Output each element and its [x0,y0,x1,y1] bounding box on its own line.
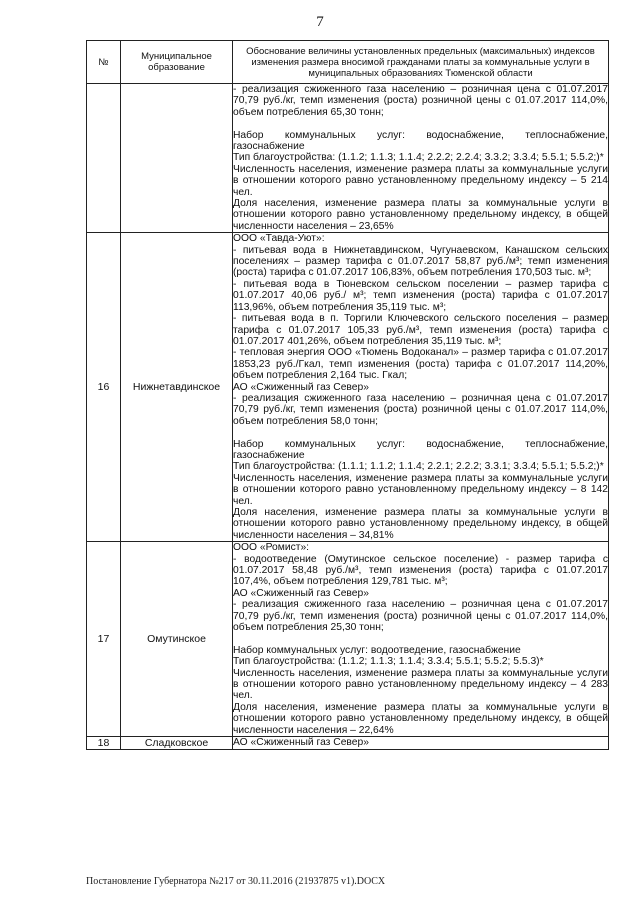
text-paragraph: Доля населения, изменение размера платы за коммунальные услуги в отношении которого равно установленному предельному индексу, в общей численности населения – 22,64% [233,701,608,736]
text-paragraph: Численность населения, изменение размера платы за коммунальные услуги в отношении которого равно установленному предельному индексу – 4 283 чел. [233,667,608,702]
indices-table [86,40,609,750]
text-paragraph: АО «Сжиженный газ Север» [233,737,369,749]
text-paragraph: Тип благоустройства: (1.1.1; 1.1.2; 1.1.4; 2.2.1; 2.2.2; 3.3.1; 3.3.4; 5.5.1; 5.5.2;)* [233,461,604,473]
text-paragraph: - водоотведение (Омутинское сельское поселение) - размер тарифа с 01.07.2017 58,48 руб./м³, темп изменения (роста) тарифа с 01.07.2017 107,4%, объем потребления 129,781 тыс. м³; [233,553,608,588]
text-paragraph: Доля населения, изменение размера платы за коммунальные услуги в отношении которого равно установленному предельному индексу, в общей численности населения – 34,81% [233,507,608,541]
page-number: 7 [316,14,324,30]
row-number: 18 [87,737,121,750]
text-paragraph: Набор коммунальных услуг: водоснабжение, теплоснабжение, газоснабжение [233,438,608,461]
text-paragraph: - питьевая вода в п. Торгили Ключевского сельского поселения – размер тарифа с 01.07.2017 105,33 руб./м³, темп изменения (роста) тарифа с 01.07.2017 401,26%, объем потребления 35,119 тыс. м³; [233,313,608,347]
text-paragraph: Тип благоустройства: (1.1.2; 1.1.3; 1.1.4; 3.3.4; 5.5.1; 5.5.2; 5.5.3)* [233,656,544,668]
basis-text [233,737,608,748]
paragraph-gap [233,427,608,438]
text-paragraph: Доля населения, изменение размера платы за коммунальные услуги в отношении которого равно установленному предельному индексу, в общей численности населения – 23,65% [233,198,608,232]
text-paragraph: АО «Сжиженный газ Север» [233,381,369,393]
text-paragraph: Набор коммунальных услуг: водоснабжение, теплоснабжение, газоснабжение [233,129,608,153]
text-paragraph: Набор коммунальных услуг: водоотведение, газоснабжение [233,644,521,656]
row-number-cell [87,84,121,233]
row-municipality: Омутинское [121,542,233,737]
row-basis-cell [233,737,609,750]
text-paragraph: АО «Сжиженный газ Север» [233,587,369,599]
header-municipality: Муниципальное образование [121,41,233,84]
table-row [87,542,609,737]
row-number: 17 [87,542,121,737]
table-row [87,737,609,750]
paragraph-gap [233,633,608,644]
header-number: № [87,41,121,84]
paragraph-gap [233,118,608,129]
text-paragraph: - питьевая вода в Тюневском сельском поселении – размер тарифа с 01.07.2017 40,06 руб./ м³; темп изменения (роста) тарифа с 01.07.2017 113,96%, объем потребления 35,119 тыс. м³; [233,278,608,313]
row-municipality: Сладковское [121,737,233,750]
text-paragraph: ООО «Ромист»: [233,542,310,554]
text-paragraph: Тип благоустройства: (1.1.2; 1.1.3; 1.1.4; 2.2.2; 2.2.4; 3.3.2; 3.3.4; 5.5.1; 5.5.2;)* [233,152,604,164]
row-municipality-cell [121,84,233,233]
text-paragraph: - реализация сжиженного газа населению – розничная цена с 01.07.2017 70,79 руб./кг, темп изменения (роста) розничной цены с 01.07.2017 114,0%, объем потребления 25,30 тонн; [233,599,608,634]
text-paragraph: - реализация сжиженного газа населению – розничная цена с 01.07.2017 70,79 руб./кг, темп изменения (роста) розничной цены с 01.07.2017 114,0%, объем потребления 58,0 тонн; [233,392,608,427]
text-paragraph: Численность населения, изменение размера платы за коммунальные услуги в отношении которого равно установленному предельному индексу – 5 214 чел. [233,163,608,198]
text-paragraph: Численность населения, изменение размера платы за коммунальные услуги в отношении которого равно установленному предельному индексу – 8 142 чел. [233,472,608,507]
text-paragraph: - реализация сжиженного газа населению – розничная цена с 01.07.2017 70,79 руб./кг, темп изменения (роста) розничной цены с 01.07.2017 114,0%, объем потребления 65,30 тонн; [233,84,608,118]
row-basis-cell [233,84,609,233]
row-basis-cell [233,542,609,737]
row-municipality: Нижнетавдинское [121,233,233,542]
table-row-continuation [87,84,609,233]
document-footer: Постановление Губернатора №217 от 30.11.2016 (21937875 v1).DOCX [86,876,386,887]
header-basis: Обоснование величины установленных предельных (максимальных) индексов изменения размера вносимой гражданами платы за коммунальные услуги в муниципальных образованиях Тюменской области [233,41,609,84]
basis-text [233,233,608,541]
table-row [87,233,609,542]
row-basis-cell [233,233,609,542]
row-number: 16 [87,233,121,542]
table-header-row [87,41,609,84]
basis-text [233,542,608,736]
text-paragraph: ООО «Тавда-Уют»: [233,233,325,245]
text-paragraph: - питьевая вода в Нижнетавдинском, Чугунаевском, Канашском сельских поселениях – размер тарифа с 01.07.2017 58,87 руб./м³; темп изменения (роста) тарифа с 01.07.2017 106,83%, объем потребления 170,503 тыс. м³; [233,244,608,279]
text-paragraph: - тепловая энергия ООО «Тюмень Водоканал» – размер тарифа с 01.07.2017 1853,23 руб./Гкал, темп изменения (роста) тарифа с 01.07.2017 114,20%, объем потребления 2,164 тыс. Гкал; [233,347,608,382]
basis-text [233,84,608,232]
